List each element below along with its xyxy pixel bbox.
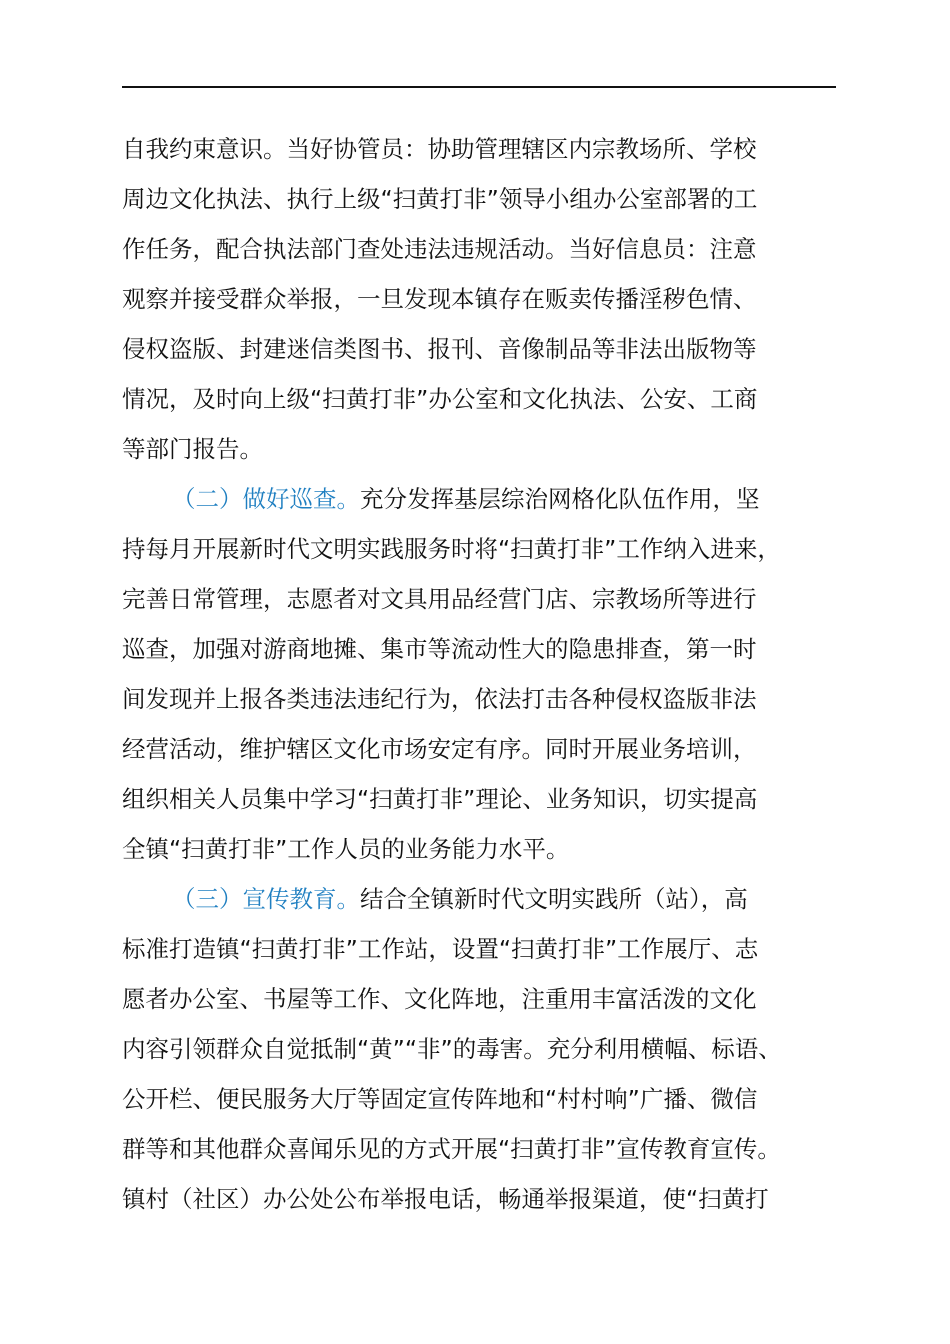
- paragraph-line: 情况，及时向上级“扫黄打非”办公室和文化执法、公安、工商: [122, 385, 758, 413]
- paragraph-line-rest: 充分发挥基层综治网格化队伍作用，坚: [360, 485, 760, 513]
- paragraph-line: 自我约束意识。当好协管员：协助管理辖区内宗教场所、学校: [122, 135, 757, 163]
- paragraph-line: 持每月开展新时代文明实践服务时将“扫黄打非”工作纳入进来，: [122, 535, 781, 563]
- paragraph-line: 侵权盗版、封建迷信类图书、报刊、音像制品等非法出版物等: [122, 335, 757, 363]
- paragraph-line-rest: 结合全镇新时代文明实践所（站），高: [360, 885, 748, 913]
- section-heading-patrol: （二）做好巡查。: [172, 485, 360, 513]
- paragraph-line: 作任务，配合执法部门查处违法违规活动。当好信息员：注意: [122, 235, 757, 263]
- paragraph-line: 组织相关人员集中学习“扫黄打非”理论、业务知识，切实提高: [122, 785, 758, 813]
- paragraph-line: 经营活动，维护辖区文化市场安定有序。同时开展业务培训，: [122, 735, 757, 763]
- paragraph-first-line: [122, 874, 836, 924]
- paragraph-line: 群等和其他群众喜闻乐见的方式开展“扫黄打非”宣传教育宣传。: [122, 1135, 781, 1163]
- paragraph-2: [122, 474, 836, 874]
- paragraph-line: 愿者办公室、书屋等工作、文化阵地，注重用丰富活泼的文化: [122, 985, 757, 1013]
- paragraph-line: 内容引领群众自觉抵制“黄”“非”的毒害。充分利用横幅、标语、: [122, 1035, 782, 1063]
- paragraph-line: 标准打造镇“扫黄打非”工作站，设置“扫黄打非”工作展厅、志: [122, 935, 759, 963]
- document-body: [122, 124, 836, 1224]
- paragraph-line: 巡查，加强对游商地摊、集市等流动性大的隐患排查，第一时: [122, 635, 757, 663]
- paragraph-line: 公开栏、便民服务大厅等固定宣传阵地和“村村响”广播、微信: [122, 1085, 758, 1113]
- paragraph-line: 全镇“扫黄打非”工作人员的业务能力水平。: [122, 835, 570, 863]
- paragraph-line: 完善日常管理，志愿者对文具用品经营门店、宗教场所等进行: [122, 585, 757, 613]
- paragraph-line: 镇村（社区）办公处公布举报电话，畅通举报渠道，使“扫黄打: [122, 1185, 769, 1213]
- paragraph-line: 观察并接受群众举报，一旦发现本镇存在贩卖传播淫秽色情、: [122, 285, 757, 313]
- paragraph-line: 间发现并上报各类违法违纪行为，依法打击各种侵权盗版非法: [122, 685, 757, 713]
- header-rule: [122, 86, 836, 88]
- paragraph-3: [122, 874, 836, 1224]
- paragraph-line: 等部门报告。: [122, 435, 263, 463]
- paragraph-line: 周边文化执法、执行上级“扫黄打非”领导小组办公室部署的工: [122, 185, 758, 213]
- section-heading-education: （三）宣传教育。: [172, 885, 360, 913]
- paragraph-first-line: [122, 474, 836, 524]
- paragraph-1: [122, 124, 836, 474]
